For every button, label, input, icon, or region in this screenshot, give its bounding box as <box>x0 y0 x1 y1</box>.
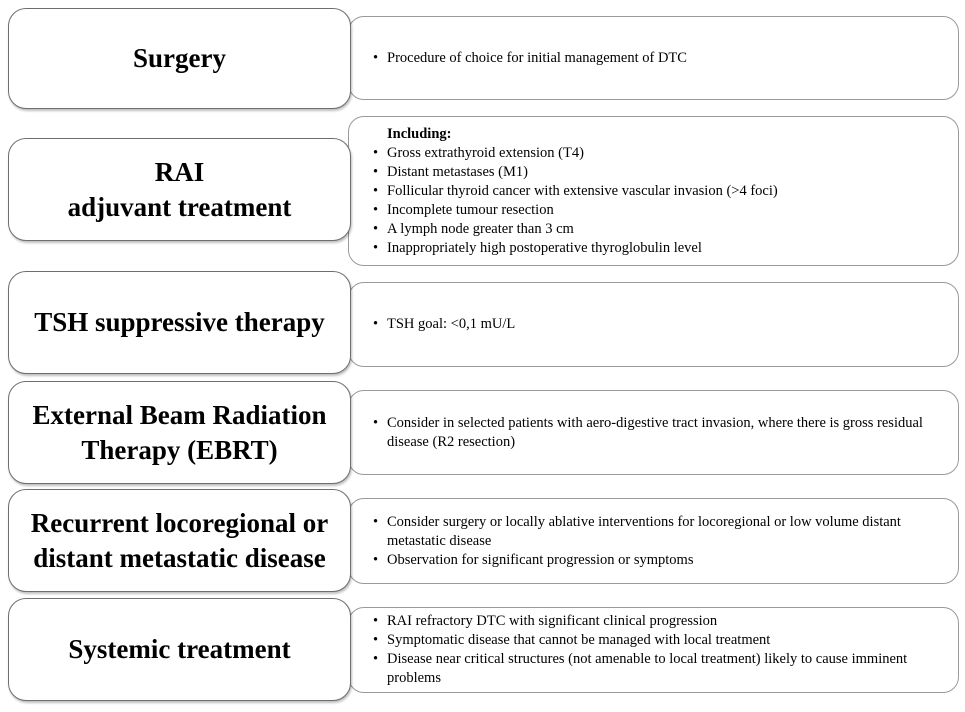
surgery-title-box <box>8 8 351 109</box>
ebrt-details-box <box>348 390 959 475</box>
rai-bullet: • Follicular thyroid cancer with extensive vascular invasion (>4 foci) <box>373 182 944 201</box>
rai-bullet: • Inappropriately high postoperative thyroglobulin level <box>373 239 944 258</box>
ebrt-title <box>33 398 327 468</box>
systemic-title-line: Systemic treatment <box>68 634 291 664</box>
rai-bullet: • Gross extrathyroid extension (T4) <box>373 144 944 163</box>
surgery-title <box>133 41 226 76</box>
rai-details-box <box>348 116 959 266</box>
rai-heading: Including: <box>387 125 452 142</box>
rai-bullet-list <box>373 144 944 258</box>
recurrent-bullet-list <box>373 513 944 570</box>
recurrent-title-box <box>8 489 351 592</box>
rai-bullet: • Distant metastases (M1) <box>373 163 944 182</box>
systemic-bullet: • Symptomatic disease that cannot be managed with local treatment <box>373 631 944 650</box>
recurrent-bullet: • Consider surgery or locally ablative interventions for locoregional or low volume distant metastatic disease <box>373 513 944 551</box>
tsh-details-box <box>348 282 959 367</box>
ebrt-title-box <box>8 381 351 484</box>
surgery-title-line: Surgery <box>133 43 226 73</box>
systemic-title <box>68 632 290 667</box>
recurrent-title <box>31 506 328 576</box>
ebrt-title-line: External Beam Radiation <box>32 399 327 430</box>
recurrent-details-box <box>348 498 959 584</box>
rai-title-box <box>8 138 351 241</box>
tsh-title <box>34 305 325 340</box>
surgery-bullet-list <box>373 49 944 68</box>
rai-title-line: adjuvant treatment <box>67 191 292 222</box>
tsh-bullet: • TSH goal: <0,1 mU/L <box>373 315 944 334</box>
rai-bullet: • A lymph node greater than 3 cm <box>373 220 944 239</box>
ebrt-bullet: • Consider in selected patients with aero-digestive tract invasion, where there is gross residual disease (R2 resection) <box>373 414 944 452</box>
systemic-details-box <box>348 607 959 693</box>
tsh-title-box <box>8 271 351 374</box>
systemic-bullet-list <box>373 612 944 688</box>
surgery-details-box <box>348 16 959 100</box>
ebrt-title-line: Therapy (EBRT) <box>81 434 278 465</box>
recurrent-title-line: distant metastatic disease <box>33 542 326 573</box>
systemic-title-box <box>8 598 351 701</box>
systemic-bullet: • Disease near critical structures (not amenable to local treatment) likely to cause imminent problems <box>373 650 944 688</box>
ebrt-bullet-list <box>373 414 944 452</box>
rai-bullet: • Incomplete tumour resection <box>373 201 944 220</box>
systemic-bullet: • RAI refractory DTC with significant clinical progression <box>373 612 944 631</box>
rai-title <box>68 155 292 225</box>
tsh-bullet-list <box>373 315 944 334</box>
recurrent-title-line: Recurrent locoregional or <box>30 507 329 538</box>
tsh-title-line: TSH suppressive therapy <box>34 307 325 337</box>
rai-title-line: RAI <box>154 156 205 187</box>
recurrent-bullet: • Observation for significant progression or symptoms <box>373 551 944 570</box>
surgery-bullet: • Procedure of choice for initial management of DTC <box>373 49 944 68</box>
